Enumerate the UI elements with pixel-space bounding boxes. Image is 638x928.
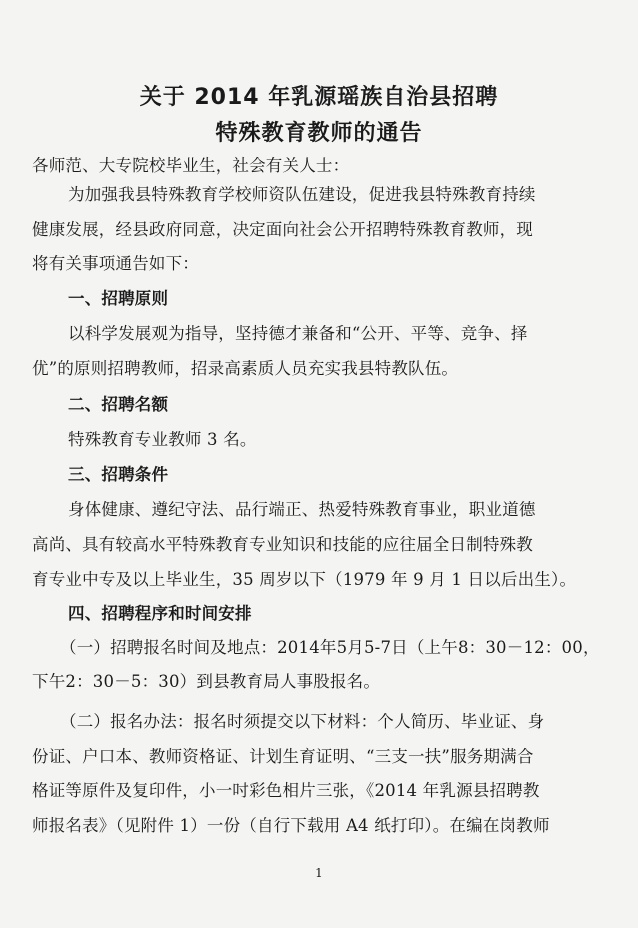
principle-line-2: 优”的原则招聘教师，招录高素质人员充实我县特教队伍。 — [32, 359, 459, 378]
section-heading-quota: 二、招聘名额 — [68, 395, 169, 414]
title-line-2: 特殊教育教师的通告 — [215, 121, 423, 146]
conditions-line-3: 育专业中专及以上毕业生，35 周岁以下（1979 年 9 月 1 日以后出生）。 — [32, 570, 577, 589]
principle-line-1: 以科学发展观为指导，坚持德才兼备和“公开、平等、竞争、择 — [68, 324, 528, 343]
salutation: 各师范、大专院校毕业生，社会有关人士： — [32, 156, 350, 175]
procedure-line-3: （二）报名办法：报名时须提交以下材料：个人简历、毕业证、身 — [60, 712, 545, 731]
conditions-line-1: 身体健康、遵纪守法、品行端正、热爱特殊教育事业，职业道德 — [68, 500, 536, 519]
procedure-line-2: 下午2：30－5：30）到县教育局人事股报名。 — [32, 672, 381, 691]
section-heading-principle: 一、招聘原则 — [68, 289, 169, 308]
procedure-line-4: 份证、户口本、教师资格证、计划生育证明、“三支一扶”服务期满合 — [32, 747, 534, 766]
quota-line: 特殊教育专业教师 3 名。 — [68, 430, 257, 449]
section-heading-conditions: 三、招聘条件 — [68, 465, 169, 484]
procedure-line-6: 师报名表》（见附件 1）一份（自行下载用 A4 纸打印）。在编在岗教师 — [32, 816, 550, 835]
title-line-1: 关于 2014 年乳源瑶族自治县招聘 — [139, 85, 499, 110]
intro-line-3: 将有关事项通告如下： — [32, 254, 199, 273]
intro-line-1: 为加强我县特殊教育学校师资队伍建设，促进我县特殊教育持续 — [68, 185, 536, 204]
conditions-line-2: 高尚、具有较高水平特殊教育专业知识和技能的应往届全日制特殊教 — [32, 535, 533, 554]
intro-line-2: 健康发展，经县政府同意，决定面向社会公开招聘特殊教育教师，现 — [32, 220, 533, 239]
procedure-line-5: 格证等原件及复印件，小一吋彩色相片三张，《2014 年乳源县招聘教 — [32, 781, 540, 800]
procedure-line-1: （一）招聘报名时间及地点：2014年5月5-7日（上午8：30－12：00， — [60, 638, 600, 657]
page-number: 1 — [315, 866, 323, 880]
section-heading-procedure: 四、招聘程序和时间安排 — [68, 604, 252, 623]
